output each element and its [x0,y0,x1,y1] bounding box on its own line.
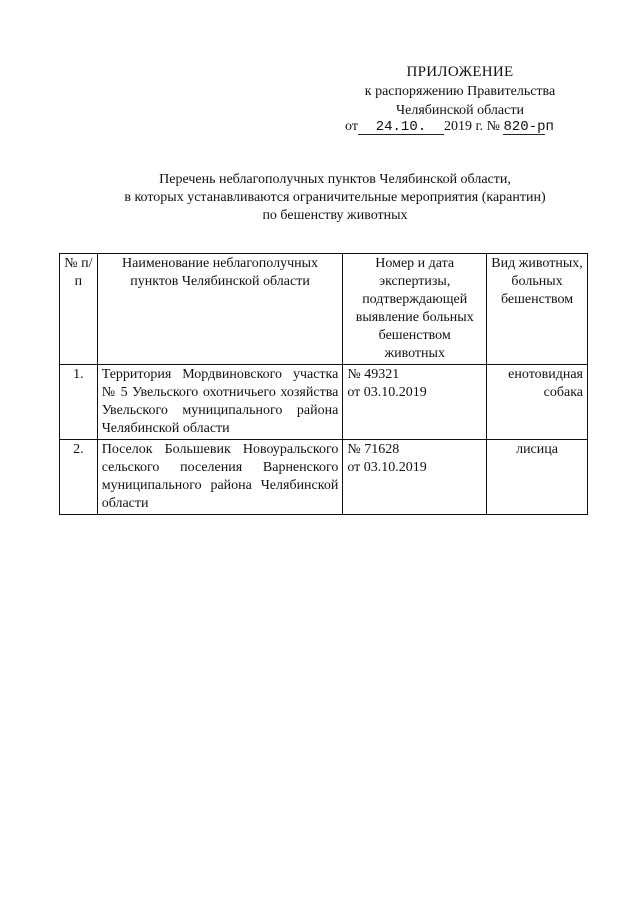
document-heading [80,171,590,225]
row-kind: лисица [487,440,588,515]
row-kind: енотовидная собака [487,365,588,440]
date-value: 24.10. [358,120,444,135]
appendix-title: ПРИЛОЖЕНИЕ [406,64,514,80]
appendix-block [330,63,590,120]
expertise-number: № 71628 [347,442,400,457]
expertise-date: от 03.10.2019 [347,385,427,400]
header-kind: Вид животных, больных бешенством [487,254,588,365]
order-number: 820-рп [503,119,554,135]
appendix-line-1: к распоряжению Правительства [364,84,556,99]
row-num: 1. [60,365,98,440]
year-suffix: 2019 г. № [443,119,500,134]
row-name: Территория Мордвиновского участка № 5 Увельского охотничьего хозяйства Увельского муниципального района Челябинской области [97,365,343,440]
expertise-date: от 03.10.2019 [347,460,427,475]
outbreak-table [59,253,588,515]
row-num: 2. [60,440,98,515]
appendix-line-2: Челябинской области [396,103,524,118]
row-expertise [343,440,487,515]
row-expertise [343,365,487,440]
heading-line-1: Перечень неблагополучных пунктов Челябинской области, [159,172,511,187]
header-num: № п/п [60,254,98,365]
header-name: Наименование неблагополучных пунктов Челябинской области [97,254,343,365]
header-expertise: Номер и дата экспертизы, подтверждающей выявление больных бешенством животных [343,254,487,365]
row-name: Поселок Большевик Новоуральского сельского поселения Варненского муниципального района Челябинской области [97,440,343,515]
heading-line-3: по бешенству животных [262,208,408,223]
table-row [60,365,588,440]
table-row [60,440,588,515]
date-prefix: от [345,119,358,134]
table-header-row [60,254,588,365]
expertise-number: № 49321 [347,367,400,382]
heading-line-2: в которых устанавливаются ограничительные мероприятия (карантин) [124,190,546,205]
appendix-date-line [345,119,554,135]
